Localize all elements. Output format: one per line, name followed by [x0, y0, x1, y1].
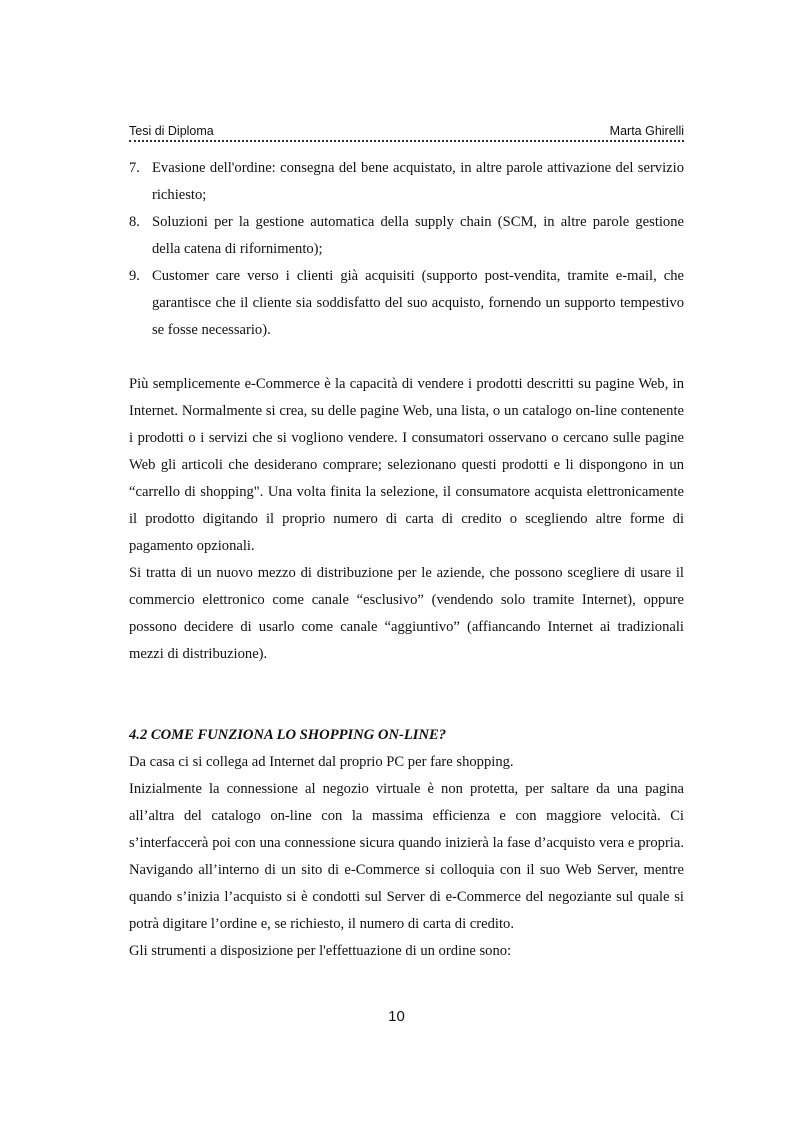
list-item-number: 9.	[129, 268, 140, 284]
paragraph: Da casa ci si collega ad Internet dal proprio PC per fare shopping.	[129, 754, 514, 770]
page-header	[129, 124, 684, 142]
paragraph: Inizialmente la connessione al negozio virtuale è non protetta, per saltare da una pagina all’altra del catalogo on-line con la massima efficienza e con maggiore velocità. Ci s’interfaccerà poi con una connessione sicura quando inizierà la fase d’acquisto vera e propria. Navigando all’interno di un sito di e-Commerce si colloquia con il suo Web Server, mentre quando s’inizia l’acquisto si è condotti sul Server di e-Commerce del negoziante sul quale si potrà digitare l’ordine e, se richiesto, il numero di carta di credito.	[129, 781, 684, 932]
list-item-number: 8.	[129, 214, 140, 230]
paragraph: Più semplicemente e-Commerce è la capacità di vendere i prodotti descritti su pagine Web, in Internet. Normalmente si crea, su delle pagine Web, una lista, o un catalogo on-line contenente i prodotti o i servizi che si vogliono vendere. I consumatori osservano o cercano sulle pagine Web gli articoli che desiderano comprare; selezionano questi prodotti e li dispongono in un “carrello di shopping". Una volta finita la selezione, il consumatore acquista elettronicamente il prodotto digitando il proprio numero di carta di credito o scegliendo altre forme di pagamento opzionali.	[129, 376, 684, 554]
list-item	[129, 263, 684, 344]
list-item-text: Soluzioni per la gestione automatica della supply chain (SCM, in altre parole gestione della catena di rifornimento);	[152, 214, 684, 257]
header-dotted-rule	[129, 140, 684, 142]
list-item-text: Customer care verso i clienti già acquisiti (supporto post-vendita, tramite e-mail, che garantisce che il cliente sia soddisfatto del suo acquisto, fornendo un supporto tempestivo se fosse necessario).	[152, 268, 684, 338]
paragraph: Si tratta di un nuovo mezzo di distribuzione per le aziende, che possono scegliere di usare il commercio elettronico come canale “esclusivo” (vendendo solo tramite Internet), oppure possono decidere di usarlo come canale “aggiuntivo” (affiancando Internet ai tradizionali mezzi di distribuzione).	[129, 565, 684, 662]
list-item	[129, 155, 684, 209]
list-item-text: Evasione dell'ordine: consegna del bene acquistato, in altre parole attivazione del servizio richiesto;	[152, 160, 684, 203]
section-heading: 4.2 COME FUNZIONA LO SHOPPING ON-LINE?	[129, 727, 447, 743]
page-body	[129, 155, 684, 965]
paragraph: Gli strumenti a disposizione per l'effettuazione di un ordine sono:	[129, 943, 512, 959]
list-item	[129, 209, 684, 263]
header-author: Marta Ghirelli	[609, 124, 684, 138]
header-document-type: Tesi di Diploma	[129, 124, 214, 138]
numbered-list	[129, 155, 684, 344]
list-item-number: 7.	[129, 160, 140, 176]
page-number: 10	[388, 1008, 405, 1025]
